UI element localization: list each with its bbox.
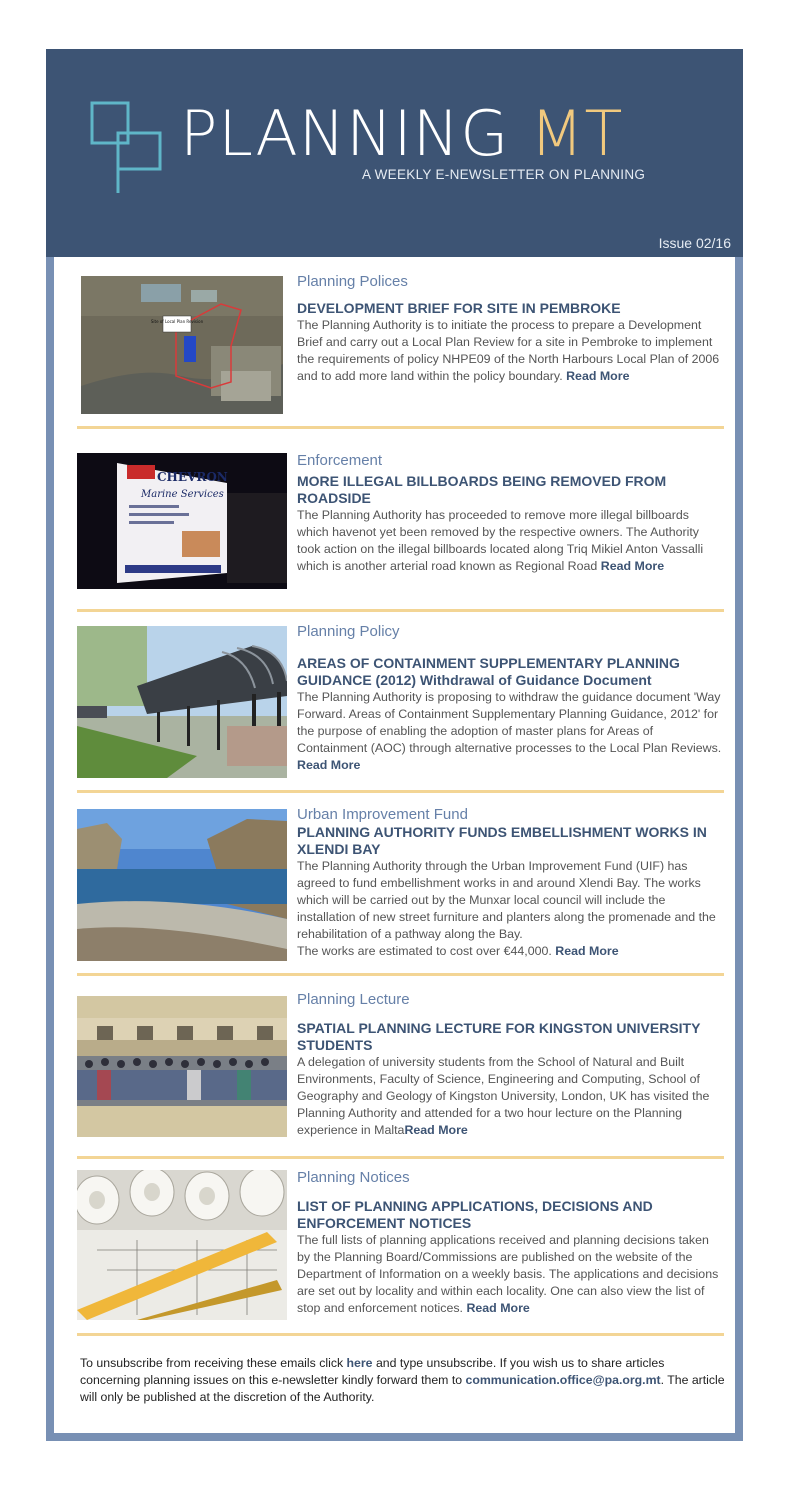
article-category: Planning Policy [297,623,400,640]
article-headline: LIST OF PLANNING APPLICATIONS, DECISIONS AND ENFORCEMENT NOTICES [297,1198,653,1231]
footer-text-2: and type unsubscribe. If you wish us to share articles concerning planning issues on this e-newsletter kindly forward them to [80,1356,665,1387]
article-category: Planning Lecture [297,991,410,1008]
article-divider [77,426,724,429]
newsletter-frame [46,49,743,1441]
brand-title [180,93,623,175]
billboard-image [77,453,287,589]
billboard-subtitle: Marine Services [141,489,224,500]
article-body-text: A delegation of university students from the School of Natural and Built Environments, Faculty of Science, Engineering and Computing, School of Geography and Geology of Kingston University, London, UK has visited the Planning Authority and attended for a two hour lecture on the Planning experience in Malta [297,1055,710,1137]
issue-number: Issue 02/16 [658,235,731,251]
article-image-students [77,996,287,1137]
contact-email-link[interactable]: communication.office@pa.org.mt [465,1373,661,1387]
xlendi-bay-image [77,809,287,961]
article-image-canopy [77,626,287,778]
article-text [297,623,724,774]
article-text [297,1169,724,1317]
article-body-text: The Planning Authority is proposing to withdraw the guidance document 'Way Forward. Areas of Containment Supplementary Planning Guidance, 2012' for the purpose of enabling the adoption of master plans for Areas of Containment (AOC) through alternative processes to the Local Plan Reviews. [297,690,722,755]
planning-plans-image [77,1170,287,1320]
article-image-bay [77,809,287,961]
article-body-cost: The works are estimated to cost over €44,000. [297,944,552,958]
article-notices [54,1167,735,1327]
read-more-link[interactable]: Read More [600,559,665,573]
article-divider [77,609,724,612]
canopy-walkway-image [77,626,287,778]
newsletter-header [46,49,743,257]
brand-main: PLANNING [180,97,510,170]
article-text [297,452,724,575]
article-billboards [54,450,735,595]
article-xlendi [54,806,735,966]
article-headline: AREAS OF CONTAINMENT SUPPLEMENTARY PLANNING GUIDANCE (2012) Withdrawal of Guidance Document [297,655,680,688]
article-body [297,507,724,575]
read-more-link[interactable]: Read More [566,369,630,383]
planning-mt-logo-icon [90,101,164,193]
billboard-brand: CHEVRON [157,470,228,484]
article-divider [77,1156,724,1159]
article-body [297,1232,724,1317]
article-body-text: The Planning Authority has proceeded to remove more illegal billboards which havenot yet been removed by the respective owners. The Authority took action on the illegal billboards located along Triq Mikiel Anton Vassalli which is another arterial road known as Regional Road [297,508,704,573]
article-text [297,991,724,1139]
article-headline: SPATIAL PLANNING LECTURE FOR KINGSTON UNIVERSITY STUDENTS [297,1020,701,1053]
read-more-link[interactable]: Read More [555,944,619,958]
article-body [297,317,724,385]
article-body-text: The full lists of planning applications received and planning decisions taken by the Planning Board/Commissions are published on the website of the Department of Information on a weekly basis. The applications and decisions are set out by locality and within each locality. One can also view the list of stop and enforcement notices. [297,1233,719,1315]
footer-text-1: To unsubscribe from receiving these emails click [80,1356,347,1370]
article-category: Enforcement [297,452,383,469]
article-divider [77,1333,724,1336]
read-more-link[interactable]: Read More [404,1123,468,1137]
unsubscribe-link[interactable]: here [346,1356,373,1370]
article-image-billboard [77,453,287,589]
article-category: Urban Improvement Fund [297,806,468,823]
article-text [297,273,724,385]
article-text [297,806,724,960]
footer-text-3: . The article will only be published at the discretion of the Authority. [80,1373,725,1404]
article-image-aerial-map [81,276,283,414]
article-body [297,689,724,774]
article-body-text: The Planning Authority through the Urban Improvement Fund (UIF) has agreed to fund embellishment works in and around Xlendi Bay. The works which will be carried out by the Munxar local council will include the installation of new street furniture and planters along the promenade and the rehabilitation of a pathway along the Bay. [297,859,716,941]
brand-tagline: A WEEKLY E-NEWSLETTER ON PLANNING [362,167,646,182]
article-pembroke [54,273,735,418]
read-more-link[interactable]: Read More [466,1301,530,1315]
article-divider [77,973,724,976]
newsletter-content [54,257,735,1433]
article-body-text: The Planning Authority is to initiate the process to prepare a Development Brief and carry out a Local Plan Review for a site in Pembroke to implement the requirements of policy NHPE09 of the North Harbours Local Plan of 2006 and to add more land within the policy boundary. [297,318,720,383]
students-group-image [77,996,287,1137]
article-headline: PLANNING AUTHORITY FUNDS EMBELLISHMENT WORKS IN XLENDI BAY [297,824,707,857]
aerial-map-image [81,276,283,414]
newsletter-footer [80,1355,725,1406]
brand-accent: MT [529,97,624,170]
article-containment [54,623,735,783]
article-category: Planning Polices [297,273,408,290]
article-kingston [54,991,735,1151]
aerial-map-label: Site of Local Plan Revision [150,319,204,324]
article-divider [77,790,724,793]
read-more-link[interactable]: Read More [297,758,361,772]
article-body [297,1054,724,1139]
article-headline: MORE ILLEGAL BILLBOARDS BEING REMOVED FROM ROADSIDE [297,473,667,506]
article-body [297,858,724,960]
article-category: Planning Notices [297,1169,410,1186]
article-image-plans [77,1170,287,1320]
article-headline: DEVELOPMENT BRIEF FOR SITE IN PEMBROKE [297,300,621,316]
